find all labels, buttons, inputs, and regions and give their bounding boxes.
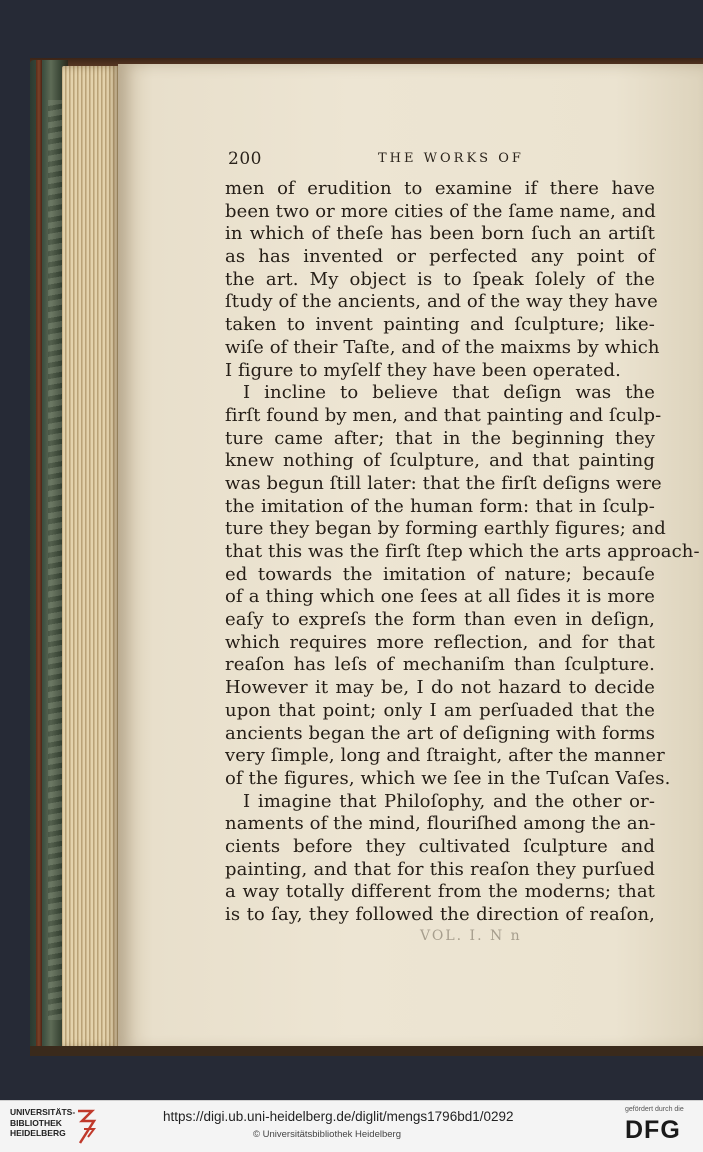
- text-line: the imitation of the human form: that in ſculp-: [225, 495, 655, 517]
- text-line: of the figures, which we ſee in the Tuſcan Vaſes.: [225, 767, 671, 789]
- text-line: ſtudy of the ancients, and of the way they have: [225, 291, 658, 313]
- text-line: I imagine that Philoſophy, and the other or-: [243, 790, 655, 812]
- text-line: is to ſay, they followed the direction of reaſon,: [225, 904, 655, 925]
- text-line: very ſimple, long and ſtraight, after the manner: [225, 745, 665, 767]
- text-line: as has invented or perfected any point of: [225, 246, 655, 268]
- text-line: knew nothing of ſculpture, and that painting: [225, 450, 655, 472]
- footer-bar: [0, 1100, 703, 1152]
- library-logo-line: UNIVERSITÄTS-: [10, 1107, 76, 1117]
- text-line: of a thing which one ſees at all ſides it is more: [225, 586, 655, 608]
- text-line: that this was the firſt ſtep which the arts approach-: [225, 541, 700, 562]
- text-line: ed towards the imitation of nature; becauſe: [225, 563, 655, 585]
- funder-caption: gefördert durch die: [625, 1106, 684, 1113]
- text-line: which requires more reflection, and for that: [225, 631, 655, 653]
- text-line: in which of theſe has been born ſuch an artiſt: [225, 223, 655, 245]
- book-board-bottom: [30, 1046, 703, 1056]
- text-line: wiſe of their Taſte, and of the maixms by which: [225, 336, 660, 358]
- text-line: naments of the mind, flouriſhed among the an-: [225, 813, 656, 835]
- text-line: upon that point; only I am perſuaded that the: [225, 699, 655, 721]
- text-line: eaſy to expreſs the form than even in deſign,: [225, 609, 655, 631]
- text-block: [225, 178, 700, 927]
- text-line: reaſon has leſs of mechaniſm than ſculpture.: [225, 654, 655, 676]
- text-line: firſt found by men, and that painting and ſculp-: [225, 404, 662, 426]
- library-mark-icon: [74, 1107, 98, 1147]
- running-head: [228, 149, 658, 173]
- text-line: However it may be, I do not hazard to decide: [225, 677, 655, 699]
- text-line: men of erudition to examine if there have: [225, 178, 655, 199]
- text-line: painting, and that for this reaſon they purſued: [225, 858, 655, 880]
- page-number: 200: [228, 149, 262, 169]
- text-line: ture they began by forming earthly figures; and: [225, 518, 666, 540]
- text-line: I incline to believe that deſign was the: [243, 382, 655, 404]
- text-line: been two or more cities of the ſame name, and: [225, 200, 656, 222]
- page-edges: [62, 66, 120, 1048]
- text-line: was begun ſtill later: that the firſt deſigns were: [225, 472, 662, 494]
- library-logo[interactable]: [10, 1107, 76, 1147]
- library-logo-line: BIBLIOTHEK: [10, 1117, 62, 1128]
- text-line: the art. My object is to ſpeak ſolely of the: [225, 268, 655, 290]
- text-line: cients before they cultivated ſculpture and: [225, 835, 655, 857]
- library-logo-line: HEIDELBERG: [10, 1128, 66, 1138]
- text-line: a way totally different from the moderns; that: [225, 881, 655, 903]
- text-line: I figure to myſelf they have been operated.: [225, 359, 621, 381]
- signature-mark: VOL. I. N n: [420, 928, 522, 944]
- permalink-url[interactable]: https://digi.ub.uni-heidelberg.de/diglit/mengs1796bd1/0292: [163, 1109, 514, 1124]
- text-line: taken to invent painting and ſculpture; like-: [225, 314, 655, 336]
- text-line: ture came after; that in the beginning they: [225, 427, 655, 449]
- running-title: THE WORKS OF: [378, 151, 524, 166]
- text-line: ancients began the art of deſigning with forms: [225, 722, 656, 744]
- copyright-notice: © Universitätsbibliothek Heidelberg: [253, 1129, 401, 1140]
- dfg-logo[interactable]: DFG: [625, 1116, 681, 1144]
